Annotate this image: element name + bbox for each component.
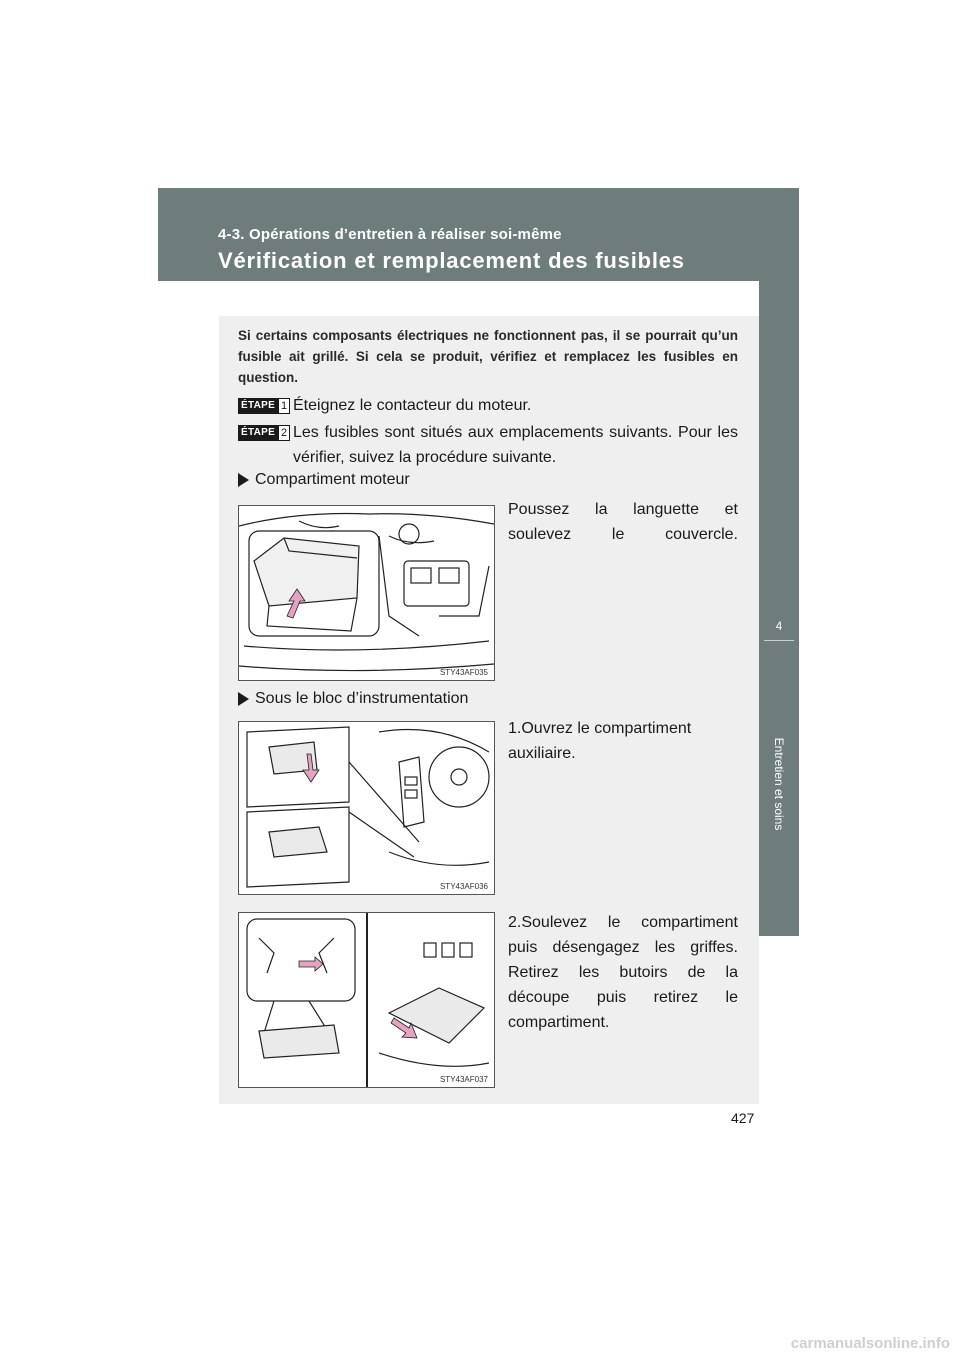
triangle-bullet-icon [238, 473, 249, 487]
section-engine-heading [238, 471, 410, 489]
step-badge-number: 1 [278, 398, 290, 414]
instruction-text: 1.Ouvrez le compartiment auxiliaire. [508, 720, 692, 762]
chapter-side-tab [759, 281, 799, 936]
step-2-badge [238, 425, 290, 441]
compartment-illustration [239, 913, 494, 1087]
intro-text: Si certains composants électriques ne fonctionnent pas, il se pourrait qu’un fusible ait grillé. Si cela se produit, vérifiez et remplacez les fusibles en question. [238, 328, 738, 385]
section-label: 4-3. Opérations d’entretien à réaliser soi-même [218, 226, 562, 243]
dashboard-illustration [239, 722, 494, 894]
page-number: 427 [731, 1110, 755, 1126]
side-tab-divider [764, 640, 794, 641]
step-2-text: Les fusibles sont situés aux emplacements suivants. Pour les vérifier, suivez la procédure suivante. [293, 424, 738, 466]
step-remove-compartment [508, 910, 738, 1035]
chapter-label: Entretien et soins [772, 737, 786, 831]
figure-code: STY43AF037 [439, 1075, 488, 1084]
step-badge-label: ÉTAPE [238, 398, 278, 414]
step-open-auxiliary [508, 716, 738, 766]
engine-bay-illustration [239, 506, 494, 680]
instruction-text: 2.Soulevez le compartiment puis désengagez les griffes. Retirez les butoirs de la découpe puis retirez le compartiment. [508, 914, 738, 1031]
watermark: carmanualsonline.info [790, 1335, 950, 1352]
figure-code: STY43AF035 [439, 668, 488, 677]
step-1-badge [238, 398, 290, 414]
remove-compartment-figure [238, 912, 495, 1088]
chapter-number: 4 [775, 619, 783, 633]
figure-code: STY43AF036 [439, 882, 488, 891]
step-badge-label: ÉTAPE [238, 425, 278, 441]
right-arrow-icon [299, 957, 323, 971]
section-heading-text: Sous le bloc d’instrumentation [255, 690, 469, 707]
section-heading-text: Compartiment moteur [255, 471, 410, 488]
page-title: Vérification et remplacement des fusibles [218, 248, 685, 273]
engine-compartment-figure [238, 505, 495, 681]
triangle-bullet-icon [238, 692, 249, 706]
step-badge-number: 2 [278, 425, 290, 441]
auxiliary-compartment-figure [238, 721, 495, 895]
section-instrument-heading [238, 690, 468, 708]
step-1-text: Éteignez le contacteur du moteur. [293, 397, 532, 414]
engine-instruction: Poussez la languette et soulevez le couvercle. [508, 501, 738, 543]
